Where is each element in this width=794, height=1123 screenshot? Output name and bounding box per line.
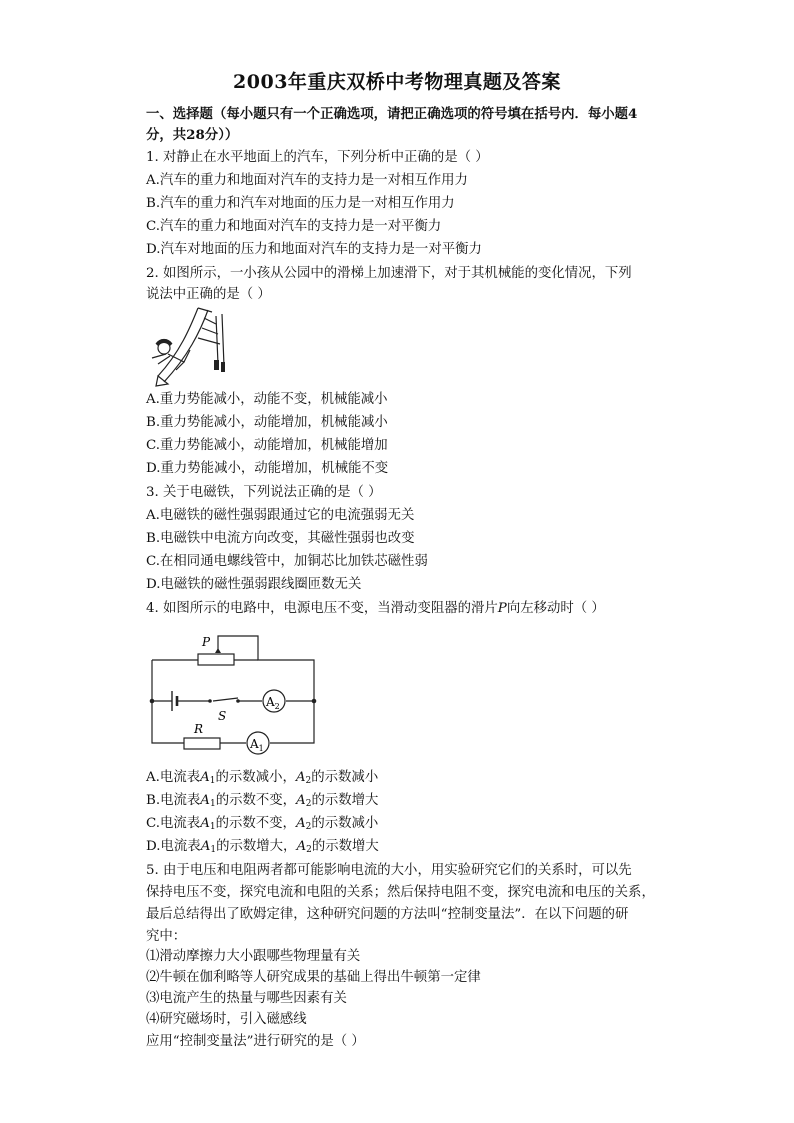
label-r: R <box>194 722 204 736</box>
q2-stem-line2: 说法中正确的是（ ） <box>146 287 271 302</box>
q5-item-3: ⑶电流产生的热量与哪些因素有关 <box>146 991 347 1006</box>
q4-stem <box>146 599 666 619</box>
label-p: P <box>202 635 211 649</box>
q3-option-a: A.电磁铁的磁性强弱跟通过它的电流强弱无关 <box>146 508 415 523</box>
q3-option-b: B.电磁铁中电流方向改变，其磁性强弱也改变 <box>146 531 415 546</box>
q3-stem: 3. 关于电磁铁，下列说法正确的是（ ） <box>146 485 382 500</box>
section-heading-line1: 一、选择题（每小题只有一个正确选项，请把正确选项的符号填在括号内．每小题4 <box>146 106 638 122</box>
q5-item-1: ⑴滑动摩擦力大小跟哪些物理量有关 <box>146 949 361 964</box>
q4-stem-after: 向左移动时（ ） <box>506 601 605 616</box>
label-s: S <box>218 709 227 723</box>
q3-option-c: C.在相同通电螺线管中，加铜芯比加铁芯磁性弱 <box>146 554 428 569</box>
rheostat <box>198 654 234 665</box>
q5-item-4: ⑷研究磁场时，引入磁感线 <box>146 1012 307 1027</box>
page-title: 2003年重庆双桥中考物理真题及答案 <box>233 71 561 93</box>
q1-option-a: A.汽车的重力和地面对汽车的支持力是一对相互作用力 <box>146 173 468 188</box>
q4-option-d: D.电流表$A_1$的示数增大，$A_2$的示数增大 <box>146 839 379 855</box>
section-heading-line2: 分，共28分）） <box>146 127 239 143</box>
q1-stem: 1. 对静止在水平地面上的汽车，下列分析中正确的是（ ） <box>146 150 489 165</box>
label-a2: $A_2$ <box>266 695 280 711</box>
q5-stem-line2: 保持电压不变，探究电流和电阻的关系；然后保持电阻不变，探究电流和电压的关系， <box>146 885 655 900</box>
q2-option-d: D.重力势能减小，动能增加，机械能不变 <box>146 461 389 476</box>
q3-option-d: D.电磁铁的磁性强弱跟线圈匝数无关 <box>146 577 362 592</box>
q4-option-b: B.电流表$A_1$的示数不变，$A_2$的示数增大 <box>146 793 379 809</box>
q5-item-2: ⑵牛顿在伽利略等人研究成果的基础上得出牛顿第一定律 <box>146 970 481 985</box>
q4-option-a: A.电流表$A_1$的示数减小，$A_2$的示数减小 <box>146 770 379 786</box>
q1-option-b: B.汽车的重力和汽车对地面的压力是一对相互作用力 <box>146 196 455 211</box>
q1-option-c: C.汽车的重力和地面对汽车的支持力是一对平衡力 <box>146 219 442 234</box>
resistor-r <box>184 738 220 749</box>
circuit-diagram <box>146 628 322 758</box>
q5-stem-line3: 最后总结得出了欧姆定律，这种研究问题的方法叫“控制变量法”．在以下问题的研 <box>146 907 629 922</box>
q4-stem-before: 4. 如图所示的电路中，电源电压不变，当滑动变阻器的滑片 <box>146 601 498 616</box>
q4-option-c: C.电流表$A_1$的示数不变，$A_2$的示数减小 <box>146 816 379 832</box>
q5-stem-line4: 究中： <box>146 929 187 944</box>
label-a1: $A_1$ <box>250 737 264 753</box>
q2-option-c: C.重力势能减小，动能增加，机械能增加 <box>146 438 388 453</box>
q2-stem-line1: 2. 如图所示，一小孩从公园中的滑梯上加速滑下，对于其机械能的变化情况，下列 <box>146 266 632 281</box>
q2-option-a: A.重力势能减小，动能不变，机械能减小 <box>146 392 388 407</box>
q2-option-b: B.重力势能减小，动能增加，机械能减小 <box>146 415 388 430</box>
q1-option-d: D.汽车对地面的压力和地面对汽车的支持力是一对平衡力 <box>146 242 482 257</box>
q4-stem-symbol: P <box>497 601 507 616</box>
q5-stem-line1: 5. 由于电压和电阻两者都可能影响电流的大小，用实验研究它们的关系时，可以先 <box>146 863 632 878</box>
slide-child-illustration <box>146 304 226 388</box>
q5-closing: 应用“控制变量法”进行研究的是（ ） <box>146 1034 365 1049</box>
